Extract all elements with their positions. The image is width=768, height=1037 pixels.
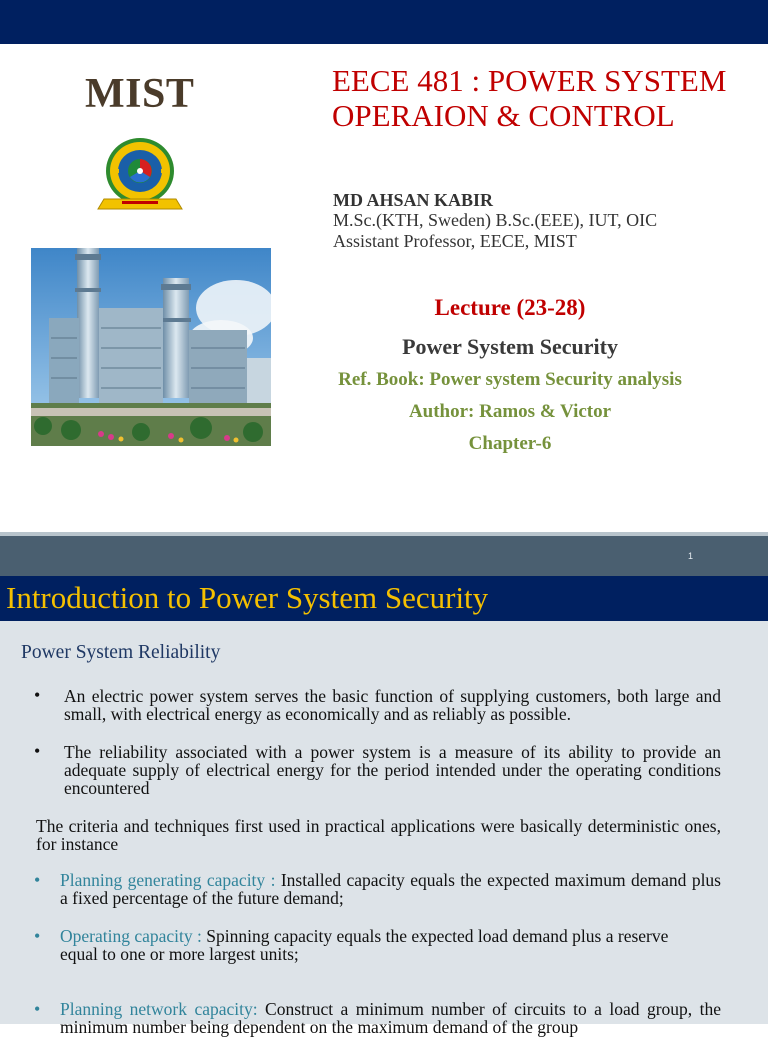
course-title: EECE 481 : POWER SYSTEM OPERAION & CONTROL (332, 63, 727, 133)
mist-crest-logo-icon (92, 135, 188, 217)
institution-name: MIST (85, 71, 195, 117)
bullet-text: An electric power system serves the basic function of supplying customers, both large and small, with electrical energy as economically and as reliably as possible. (64, 686, 721, 724)
power-plant-photo-icon (31, 248, 271, 446)
criteria-intro: The criteria and techniques first used in practical applications were basically deterministic ones, for instance (36, 816, 721, 854)
criteria-lead: Operating capacity : (60, 926, 202, 946)
criteria-lead: Planning generating capacity : (60, 870, 276, 890)
author-position: Assistant Professor, EECE, MIST (333, 231, 577, 251)
criteria-text: Construct a minimum number of circuits to a load group, the minimum number being dependent on the maximum demand of the group (60, 999, 721, 1037)
criteria-text: Installed capacity equals the expected maximum demand plus a fixed percentage of the future demand; (60, 870, 721, 908)
bullet-icon: • (34, 870, 41, 890)
criteria-item (60, 871, 721, 907)
bullet-icon: • (34, 999, 41, 1019)
criteria-item (60, 927, 721, 963)
reference-book: Ref. Book: Power system Security analysis (338, 369, 682, 390)
criteria-lead: Planning network capacity: (60, 999, 258, 1019)
lecture-number: Lecture (23-28) (434, 295, 586, 320)
criteria-item (60, 1000, 721, 1036)
page-number: 1 (688, 551, 694, 561)
reference-author: Author: Ramos & Victor (408, 401, 612, 422)
criteria-text: Spinning capacity equals the expected load demand plus a reserve (201, 926, 669, 946)
slide2-title: Introduction to Power System Security (6, 580, 489, 615)
author-name: MD AHSAN KABIR (333, 190, 494, 210)
title-slide-top-bar (0, 0, 768, 44)
lecture-topic: Power System Security (402, 334, 618, 359)
section-heading: Power System Reliability (21, 642, 221, 663)
criteria-continuation: equal to one or more largest units; (60, 944, 299, 964)
bullet-text: The reliability associated with a power system is a measure of its ability to provide an adequate supply of electrical energy for the period intended under the operating conditions encountered (64, 742, 721, 798)
reference-chapter: Chapter-6 (468, 433, 552, 454)
bullet-icon: • (34, 685, 41, 705)
author-degrees: M.Sc.(KTH, Sweden) B.Sc.(EEE), IUT, OIC (333, 210, 658, 230)
bullet-icon: • (34, 741, 41, 761)
slide-footer-bar (0, 536, 768, 576)
bullet-icon: • (34, 926, 41, 946)
